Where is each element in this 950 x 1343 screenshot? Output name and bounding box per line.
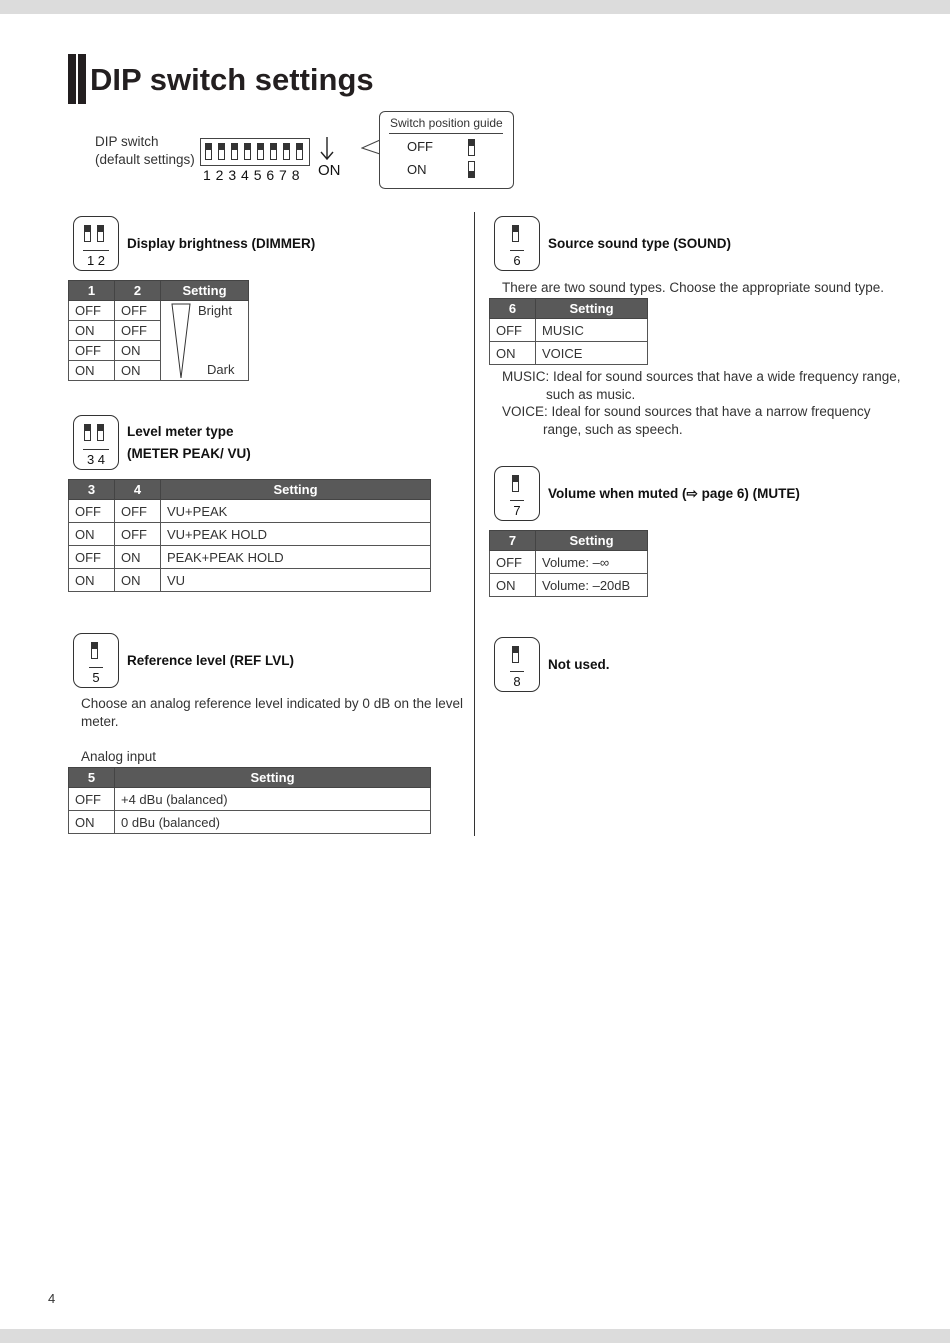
cell: ON bbox=[115, 361, 161, 381]
meter-heading: Level meter type bbox=[127, 424, 234, 439]
cell: 0 dBu (balanced) bbox=[115, 811, 431, 834]
sound-heading: Source sound type (SOUND) bbox=[548, 236, 732, 251]
cell: ON bbox=[69, 569, 115, 592]
cell: Volume: –∞ bbox=[536, 551, 648, 574]
ref-table bbox=[68, 767, 431, 834]
page-number: 4 bbox=[48, 1291, 56, 1306]
table-row bbox=[69, 523, 431, 546]
voice-note: VOICE: Ideal for sound sources that have a narrow frequency bbox=[502, 404, 871, 419]
cell: VU bbox=[161, 569, 431, 592]
table-row bbox=[490, 574, 648, 597]
brightness-wedge-icon bbox=[171, 303, 191, 379]
ref-heading: Reference level (REF LVL) bbox=[127, 653, 295, 668]
ref-switch-icon bbox=[73, 633, 119, 688]
ref-icon-number: 5 bbox=[92, 670, 100, 685]
icon-divider bbox=[83, 449, 109, 450]
switch-7-icon bbox=[512, 475, 519, 492]
cell: ON bbox=[115, 546, 161, 569]
guide-title: Switch position guide bbox=[390, 116, 503, 130]
col-header: 4 bbox=[115, 480, 161, 500]
col-header: 6 bbox=[490, 299, 536, 319]
cell: MUSIC bbox=[536, 319, 648, 342]
mute-icon-number: 7 bbox=[513, 503, 521, 518]
cell: ON bbox=[69, 361, 115, 381]
sound-table bbox=[489, 298, 648, 365]
bright-label: Bright bbox=[198, 303, 232, 318]
dimmer-heading: Display brightness (DIMMER) bbox=[127, 236, 316, 251]
cell: OFF bbox=[490, 551, 536, 574]
guide-on-switch bbox=[468, 161, 475, 178]
table-row bbox=[69, 500, 431, 523]
cell: OFF bbox=[69, 788, 115, 811]
cell: OFF bbox=[115, 301, 161, 321]
top-bar bbox=[0, 0, 950, 14]
mute-table bbox=[489, 530, 648, 597]
icon-divider bbox=[510, 500, 524, 501]
switch-2-icon bbox=[97, 225, 104, 242]
table-row bbox=[490, 342, 648, 365]
callout-pointer bbox=[361, 138, 381, 156]
brightness-scale bbox=[161, 301, 249, 381]
switch-1-icon bbox=[84, 225, 91, 242]
cell: ON bbox=[115, 569, 161, 592]
table-row bbox=[69, 301, 249, 321]
dip-switch-label: DIP switch bbox=[95, 134, 159, 149]
dark-label: Dark bbox=[207, 362, 235, 377]
meter-icon-numbers: 3 4 bbox=[86, 452, 106, 467]
sound-switch-icon bbox=[494, 216, 540, 271]
on-direction-label: ON bbox=[318, 162, 341, 179]
table-row bbox=[490, 319, 648, 342]
page-title: DIP switch settings bbox=[90, 62, 374, 97]
switch-1 bbox=[205, 143, 212, 160]
meter-table bbox=[68, 479, 431, 592]
cell: OFF bbox=[69, 546, 115, 569]
cell: VU+PEAK HOLD bbox=[161, 523, 431, 546]
guide-off-label: OFF bbox=[407, 139, 433, 154]
switch-3-icon bbox=[84, 424, 91, 441]
table-row bbox=[69, 788, 431, 811]
switch-6 bbox=[270, 143, 277, 160]
table-row bbox=[69, 546, 431, 569]
switch-4 bbox=[244, 143, 251, 160]
cell: Volume: –20dB bbox=[536, 574, 648, 597]
column-divider bbox=[474, 212, 475, 836]
switch-8 bbox=[296, 143, 303, 160]
cell: OFF bbox=[69, 341, 115, 361]
cell: VOICE bbox=[536, 342, 648, 365]
cell: OFF bbox=[69, 301, 115, 321]
title-marker bbox=[78, 54, 86, 104]
meter-heading-sub: (METER PEAK/ VU) bbox=[127, 446, 251, 461]
sound-icon-number: 6 bbox=[513, 253, 521, 268]
dimmer-icon-numbers: 1 2 bbox=[86, 253, 106, 268]
cell: ON bbox=[69, 321, 115, 341]
dip-switch-diagram bbox=[200, 138, 310, 166]
guide-divider bbox=[389, 133, 503, 134]
col-header: 2 bbox=[115, 281, 161, 301]
cell: +4 dBu (balanced) bbox=[115, 788, 431, 811]
cell: OFF bbox=[115, 321, 161, 341]
cell: PEAK+PEAK HOLD bbox=[161, 546, 431, 569]
icon-divider bbox=[83, 250, 109, 251]
cell: ON bbox=[115, 341, 161, 361]
cell: ON bbox=[490, 342, 536, 365]
mute-switch-icon bbox=[494, 466, 540, 521]
dimmer-table bbox=[68, 280, 249, 381]
dimmer-switch-icon bbox=[73, 216, 119, 271]
bottom-bar bbox=[0, 1329, 950, 1343]
col-header: Setting bbox=[115, 768, 431, 788]
ref-caption: Analog input bbox=[81, 749, 157, 764]
switch-7 bbox=[283, 143, 290, 160]
col-header: Setting bbox=[536, 531, 648, 551]
col-header: Setting bbox=[536, 299, 648, 319]
col-header: 3 bbox=[69, 480, 115, 500]
switch-3 bbox=[231, 143, 238, 160]
title-marker bbox=[68, 54, 76, 104]
table-row bbox=[490, 551, 648, 574]
arrow-down-icon bbox=[318, 136, 336, 162]
mute-heading: Volume when muted (⇨ page 6) (MUTE) bbox=[548, 486, 800, 501]
cell: ON bbox=[69, 811, 115, 834]
unused-switch-icon bbox=[494, 637, 540, 692]
guide-on-label: ON bbox=[407, 162, 427, 177]
switch-position-guide bbox=[379, 111, 514, 189]
col-header: Setting bbox=[161, 480, 431, 500]
switch-5-icon bbox=[91, 642, 98, 659]
switch-numbers: 1 2 3 4 5 6 7 8 bbox=[203, 167, 301, 183]
col-header: Setting bbox=[161, 281, 249, 301]
col-header: 7 bbox=[490, 531, 536, 551]
icon-divider bbox=[510, 250, 524, 251]
switch-4-icon bbox=[97, 424, 104, 441]
table-row bbox=[69, 569, 431, 592]
cell: OFF bbox=[115, 523, 161, 546]
ref-description-cont: meter. bbox=[81, 714, 119, 729]
switch-2 bbox=[218, 143, 225, 160]
table-row bbox=[69, 811, 431, 834]
switch-5 bbox=[257, 143, 264, 160]
guide-off-switch bbox=[468, 139, 475, 156]
music-note-cont: such as music. bbox=[546, 387, 636, 402]
cell: ON bbox=[69, 523, 115, 546]
music-note: MUSIC: Ideal for sound sources that have a wide frequency range, bbox=[502, 369, 901, 384]
cell: OFF bbox=[115, 500, 161, 523]
switch-8-icon bbox=[512, 646, 519, 663]
cell: OFF bbox=[490, 319, 536, 342]
col-header: 1 bbox=[69, 281, 115, 301]
cell: OFF bbox=[69, 500, 115, 523]
switch-6-icon bbox=[512, 225, 519, 242]
voice-note-cont: range, such as speech. bbox=[543, 422, 683, 437]
meter-switch-icon bbox=[73, 415, 119, 470]
ref-description: Choose an analog reference level indicated by 0 dB on the level bbox=[81, 696, 464, 711]
cell: VU+PEAK bbox=[161, 500, 431, 523]
sound-intro: There are two sound types. Choose the appropriate sound type. bbox=[502, 280, 884, 295]
icon-divider bbox=[510, 671, 524, 672]
unused-icon-number: 8 bbox=[513, 674, 521, 689]
unused-heading: Not used. bbox=[548, 657, 610, 672]
dip-switch-sublabel: (default settings) bbox=[95, 152, 195, 167]
icon-divider bbox=[89, 667, 103, 668]
col-header: 5 bbox=[69, 768, 115, 788]
cell: ON bbox=[490, 574, 536, 597]
